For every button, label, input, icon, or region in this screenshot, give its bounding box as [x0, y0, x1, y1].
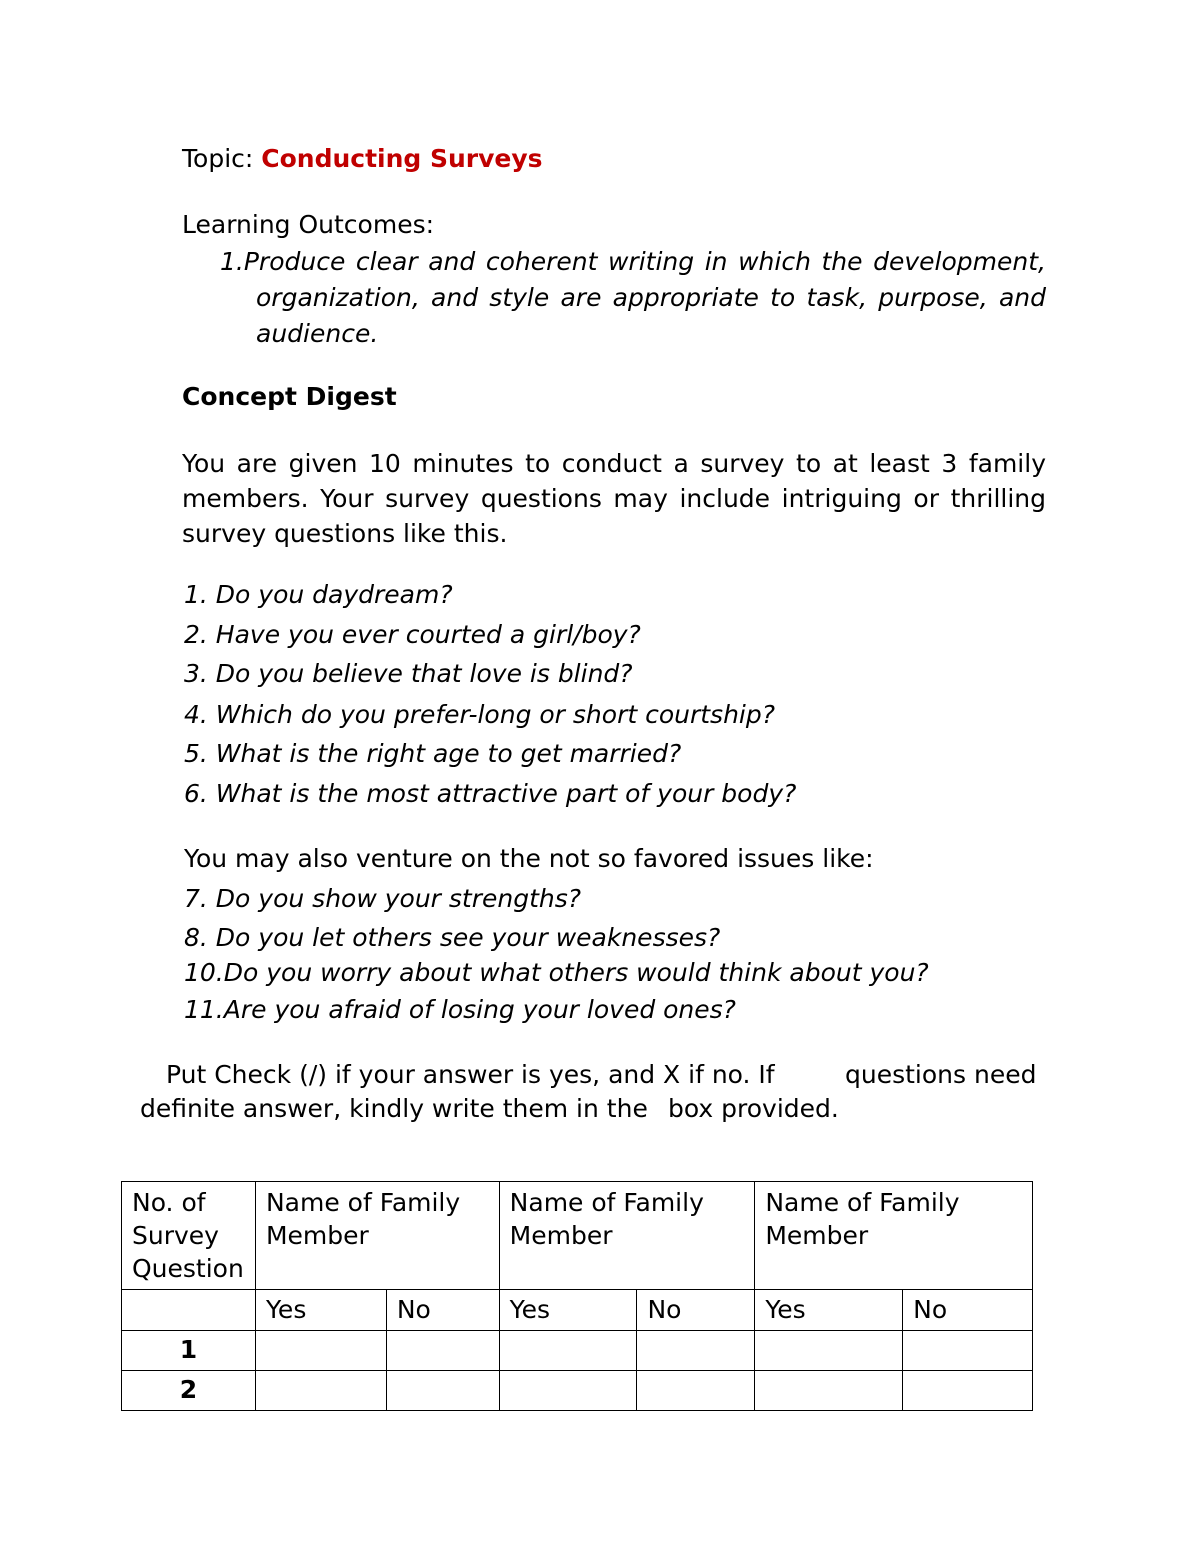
answer-cell[interactable]: [386, 1331, 499, 1371]
instructions-line-2b: box provided.: [668, 1094, 839, 1123]
paragraph-line: members. Your survey questions may include intriguing or thrilling: [182, 484, 1046, 513]
header-text: Survey: [132, 1221, 219, 1250]
header-text: Question: [132, 1254, 244, 1283]
table-header-row: [122, 1182, 1033, 1290]
question-item: 2. Have you ever courted a girl/boy?: [184, 620, 641, 649]
answer-cell[interactable]: [637, 1371, 755, 1411]
answer-cell[interactable]: [637, 1331, 755, 1371]
question-item: 10.Do you worry about what others would think about you?: [184, 958, 929, 987]
question-item: 3. Do you believe that love is blind?: [184, 659, 633, 688]
header-text: Name of Family: [765, 1188, 960, 1217]
question-item: 8. Do you let others see your weaknesses?: [184, 923, 721, 952]
answer-cell[interactable]: [903, 1331, 1033, 1371]
header-text: Name of Family: [265, 1188, 461, 1217]
empty-cell: [122, 1290, 256, 1331]
instructions-line-1a: Put Check (/) if your answer is yes, and X if no. If: [166, 1060, 775, 1089]
topic-title: Conducting Surveys: [261, 144, 543, 173]
instructions-line-2a: definite answer, kindly write them in the: [140, 1094, 648, 1123]
topic-label: Topic:: [182, 144, 262, 173]
header-text: Member: [265, 1221, 369, 1250]
instructions-line-1b: questions need: [845, 1060, 1037, 1089]
yes-header: Yes: [499, 1290, 637, 1331]
learning-outcome-1: [220, 244, 1046, 352]
answer-cell[interactable]: [499, 1331, 637, 1371]
answer-cell[interactable]: [755, 1371, 903, 1411]
no-header: No: [903, 1290, 1033, 1331]
concept-digest-paragraph: [182, 446, 1046, 551]
family-member-header-1: [255, 1182, 499, 1290]
table-subheader-row: [122, 1290, 1033, 1331]
outcome-line: organization, and style are appropriate to task, purpose, and: [256, 283, 1046, 312]
paragraph-line: survey questions like this.: [182, 519, 508, 548]
survey-table: [121, 1181, 1033, 1411]
question-number-cell: 2: [122, 1371, 256, 1411]
answer-cell[interactable]: [499, 1371, 637, 1411]
yes-header: Yes: [255, 1290, 386, 1331]
question-item: 7. Do you show your strengths?: [184, 884, 582, 913]
topic-line: [182, 144, 543, 173]
outcome-line: 1.Produce clear and coherent writing in which the development,: [220, 247, 1046, 276]
yes-header: Yes: [755, 1290, 903, 1331]
question-item: 4. Which do you prefer-long or short courtship?: [184, 700, 776, 729]
answer-cell[interactable]: [255, 1331, 386, 1371]
table-row: [122, 1331, 1033, 1371]
venture-intro: You may also venture on the not so favored issues like:: [184, 844, 874, 873]
no-header: No: [386, 1290, 499, 1331]
header-text: Name of Family: [509, 1188, 704, 1217]
header-text: Member: [509, 1221, 613, 1250]
family-member-header-3: [755, 1182, 1033, 1290]
question-item: 1. Do you daydream?: [184, 580, 453, 609]
outcome-line: audience.: [256, 319, 379, 348]
header-text: Member: [765, 1221, 869, 1250]
answer-cell[interactable]: [903, 1371, 1033, 1411]
question-item: 5. What is the right age to get married?: [184, 739, 682, 768]
learning-outcomes-heading: Learning Outcomes:: [182, 210, 435, 239]
no-header: No: [637, 1290, 755, 1331]
concept-digest-heading: Concept Digest: [182, 382, 397, 411]
answer-cell[interactable]: [255, 1371, 386, 1411]
answer-cell[interactable]: [755, 1331, 903, 1371]
family-member-header-2: [499, 1182, 755, 1290]
question-number-cell: 1: [122, 1331, 256, 1371]
answer-cell[interactable]: [386, 1371, 499, 1411]
table-row: [122, 1371, 1033, 1411]
paragraph-line: You are given 10 minutes to conduct a survey to at least 3 family: [182, 449, 1046, 478]
survey-question-header: [122, 1182, 256, 1290]
question-item: 11.Are you afraid of losing your loved ones?: [184, 995, 736, 1024]
question-item: 6. What is the most attractive part of your body?: [184, 779, 797, 808]
header-text: No. of: [132, 1188, 206, 1217]
